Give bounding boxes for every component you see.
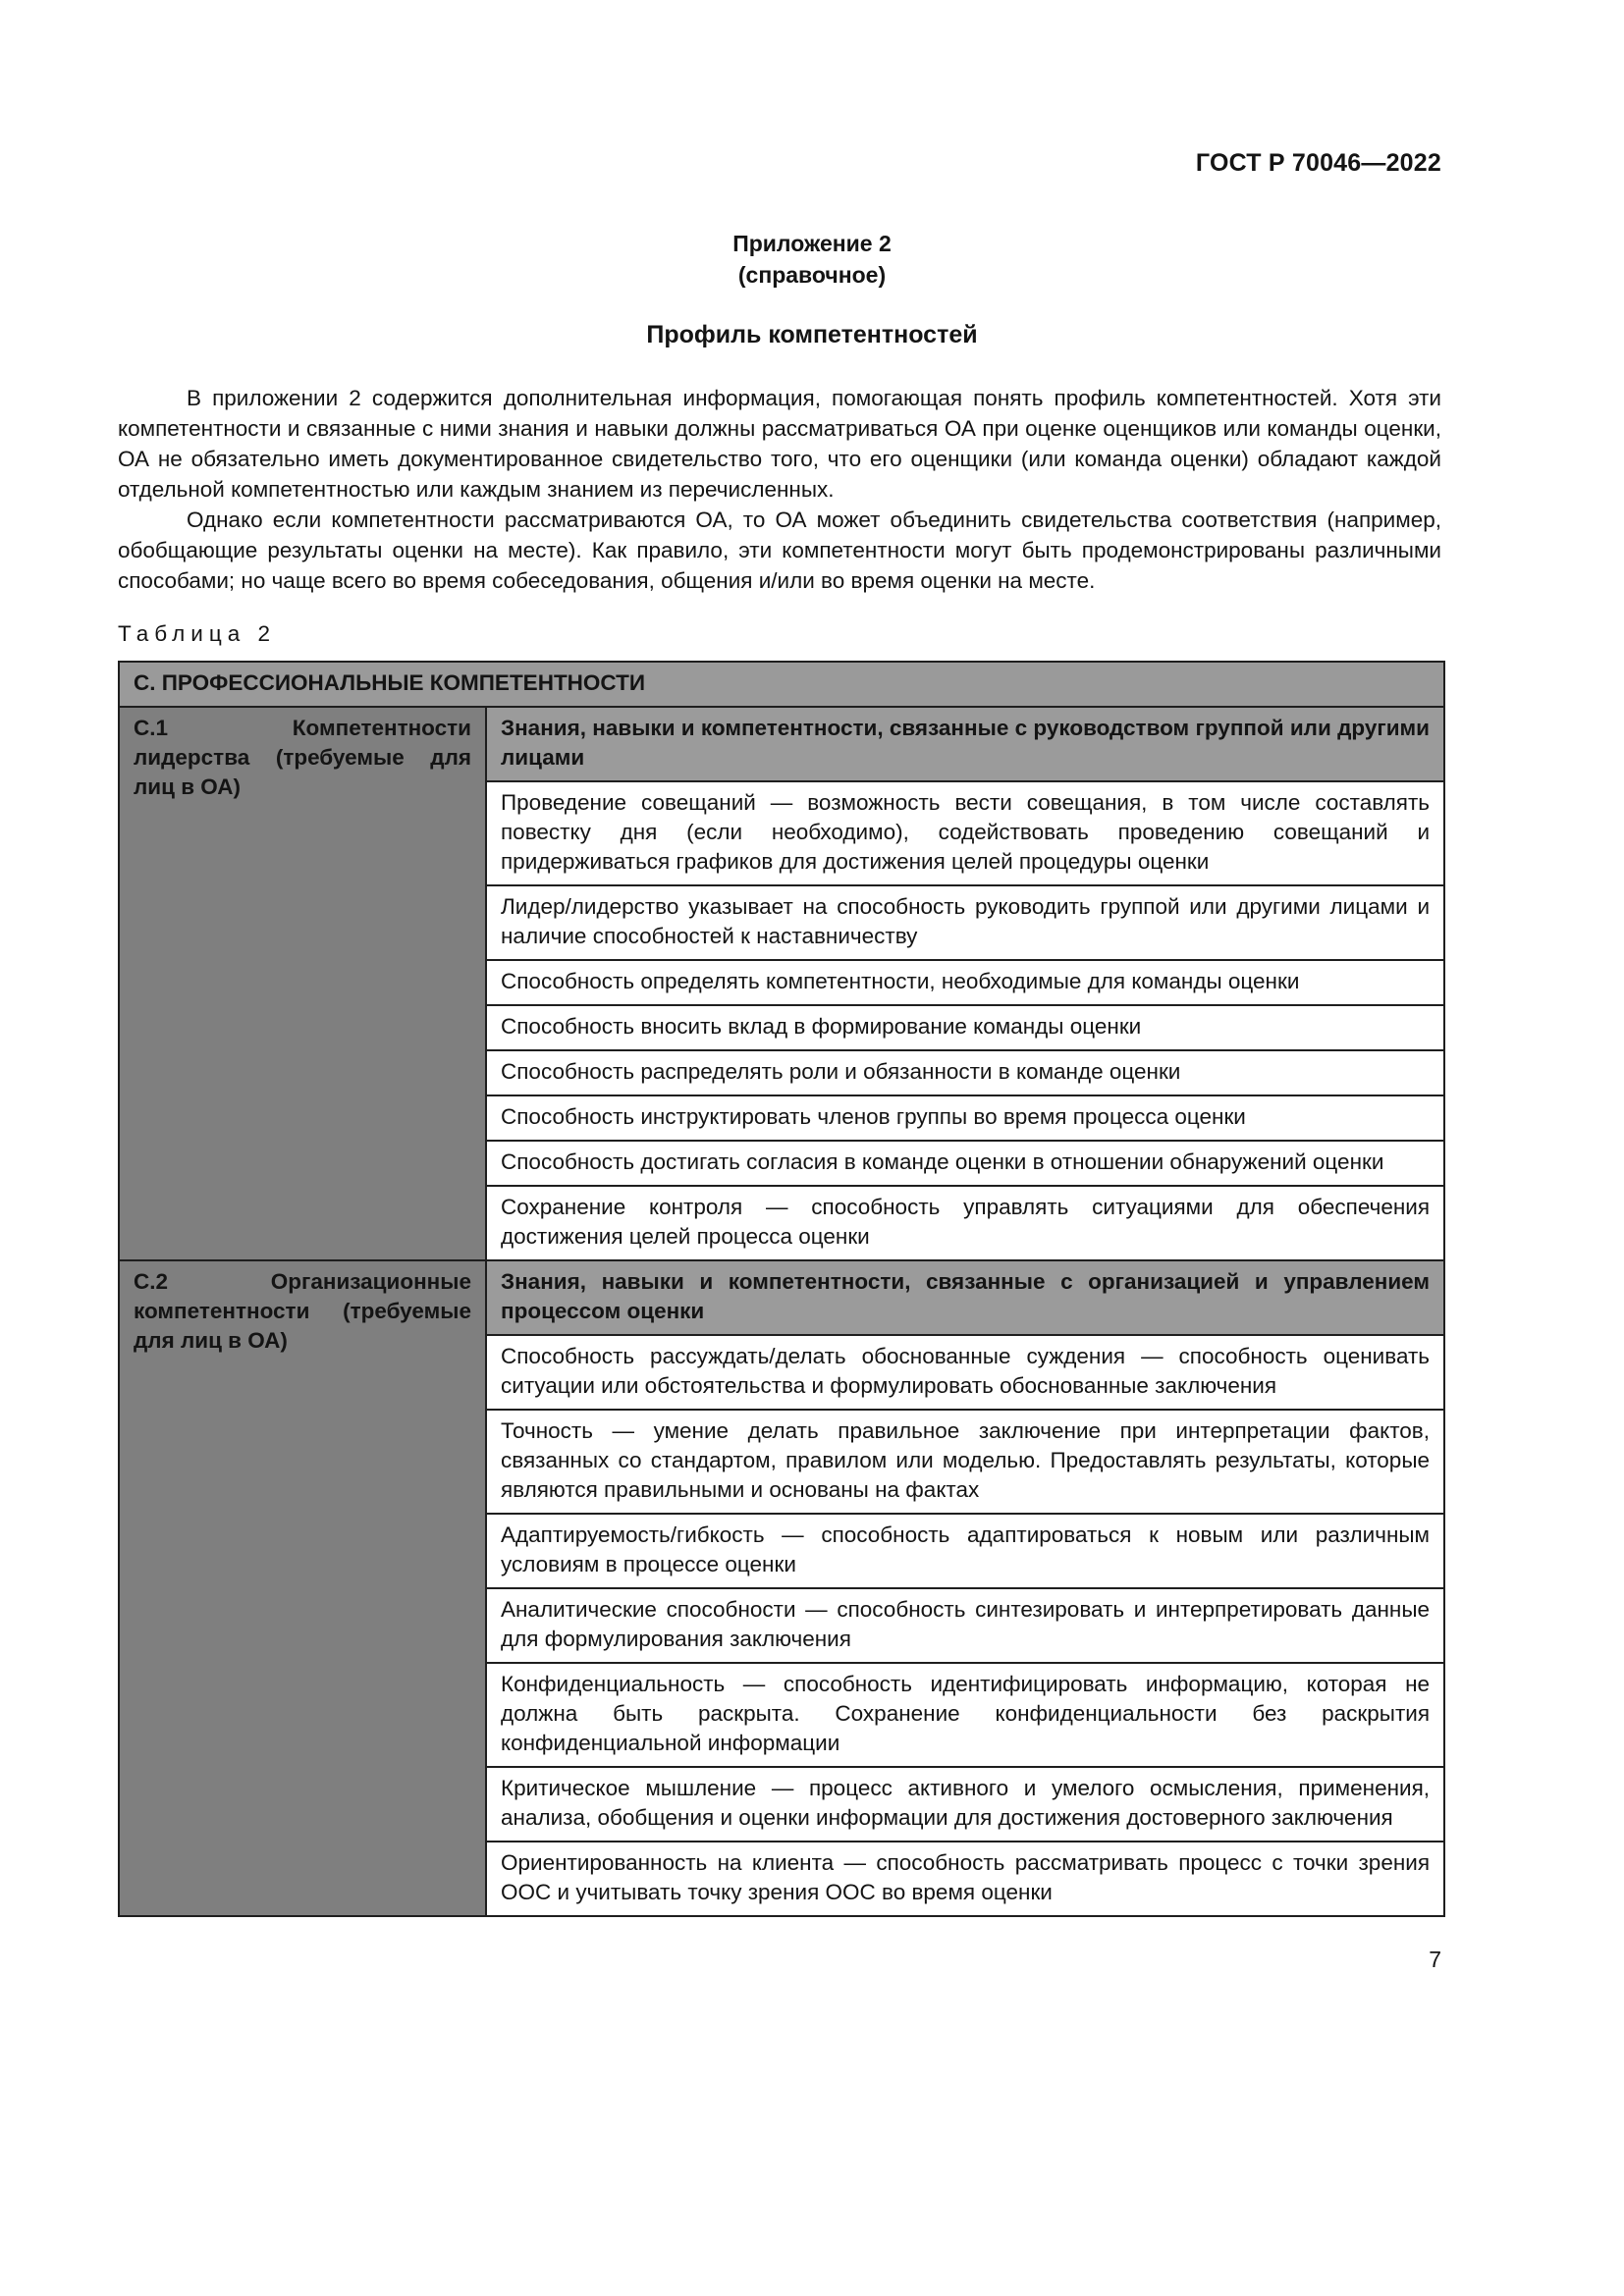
competence-item-cell: Проведение совещаний — возможность вести совещания, в том числе составлять повестку дня (если необходимо), содействовать проведению совещаний и придерживаться графиков для достижения целей процедуры оценки (486, 781, 1444, 885)
competence-item-cell: Способность инструктировать членов группы во время процесса оценки (486, 1095, 1444, 1141)
competence-item-cell: Способность определять компетентности, необходимые для команды оценки (486, 960, 1444, 1005)
group-subheader-cell: Знания, навыки и компетентности, связанные с руководством группой или другими лицами (486, 707, 1444, 781)
competence-item-cell: Аналитические способности — способность синтезировать и интерпретировать данные для формулирования заключения (486, 1588, 1444, 1663)
competence-item-cell: Способность распределять роли и обязанности в команде оценки (486, 1050, 1444, 1095)
competence-item-cell: Точность — умение делать правильное заключение при интерпретации фактов, связанных со стандартом, правилом или моделью. Предоставлять результаты, которые являются правильными и основаны на фактах (486, 1410, 1444, 1514)
intro-text (118, 383, 1441, 596)
group-subheader-cell: Знания, навыки и компетентности, связанные с организацией и управлением процессом оценки (486, 1260, 1444, 1335)
competence-item-cell: Способность достигать согласия в команде оценки в отношении обнаружений оценки (486, 1141, 1444, 1186)
standard-code: ГОСТ Р 70046—2022 (1195, 149, 1441, 177)
section-title: Профиль компетентностей (646, 321, 978, 348)
intro-paragraph-1: В приложении 2 содержится дополнительная информация, помогающая понять профиль компетентностей. Хотя эти компетентности и связанные с ними знания и навыки должны рассматриваться ОА при оценке оценщиков или команды оценки, ОА не обязательно иметь документированное свидетельство того, что его оценщики (или команда оценки) обладают каждой отдельной компетентностью или каждым знанием из перечисленных. (118, 386, 1441, 502)
table-row (119, 707, 1444, 781)
intro-paragraph-2: Однако если компетентности рассматриваются ОА, то ОА может объединить свидетельства соответствия (например, обобщающие результаты оценки на месте). Как правило, эти компетентности могут быть продемонстрированы различными способами; но чаще всего во время собеседования, общения и/или во время оценки на месте. (118, 507, 1441, 593)
table-caption: Таблица 2 (118, 621, 276, 646)
section-header-cell: С. ПРОФЕССИОНАЛЬНЫЕ КОМПЕТЕНТНОСТИ (119, 662, 1444, 707)
group-label-cell: С.2 Организационные компетентности (требуемые для лиц в ОА) (119, 1260, 486, 1916)
table-row (119, 1260, 1444, 1335)
competence-item-cell: Критическое мышление — процесс активного и умелого осмысления, применения, анализа, обобщения и оценки информации для достижения достоверного заключения (486, 1767, 1444, 1842)
competence-item-cell: Конфиденциальность — способность идентифицировать информацию, которая не должна быть раскрыта. Сохранение конфиденциальности без раскрытия конфиденциальной информации (486, 1663, 1444, 1767)
competence-item-cell: Способность вносить вклад в формирование команды оценки (486, 1005, 1444, 1050)
competence-item-cell: Ориентированность на клиента — способность рассматривать процесс с точки зрения ООС и учитывать точку зрения ООС во время оценки (486, 1842, 1444, 1916)
competence-table (118, 661, 1445, 1917)
competence-item-cell: Лидер/лидерство указывает на способность руководить группой или другими лицами и наличие способностей к наставничеству (486, 885, 1444, 960)
table-section-row (119, 662, 1444, 707)
competence-item-cell: Способность рассуждать/делать обоснованные суждения — способность оценивать ситуации или обстоятельства и формулировать обоснованные заключения (486, 1335, 1444, 1410)
appendix-kind: (справочное) (737, 262, 887, 288)
competence-item-cell: Адаптируемость/гибкость — способность адаптироваться к новым или различным условиям в процессе оценки (486, 1514, 1444, 1588)
appendix-title: Приложение 2 (732, 231, 892, 256)
group-label-cell: С.1 Компетентности лидерства (требуемые для лиц в ОА) (119, 707, 486, 1260)
competence-item-cell: Сохранение контроля — способность управлять ситуациями для обеспечения достижения целей процесса оценки (486, 1186, 1444, 1260)
appendix-heading (0, 228, 1624, 291)
page-number: 7 (1429, 1947, 1441, 1972)
